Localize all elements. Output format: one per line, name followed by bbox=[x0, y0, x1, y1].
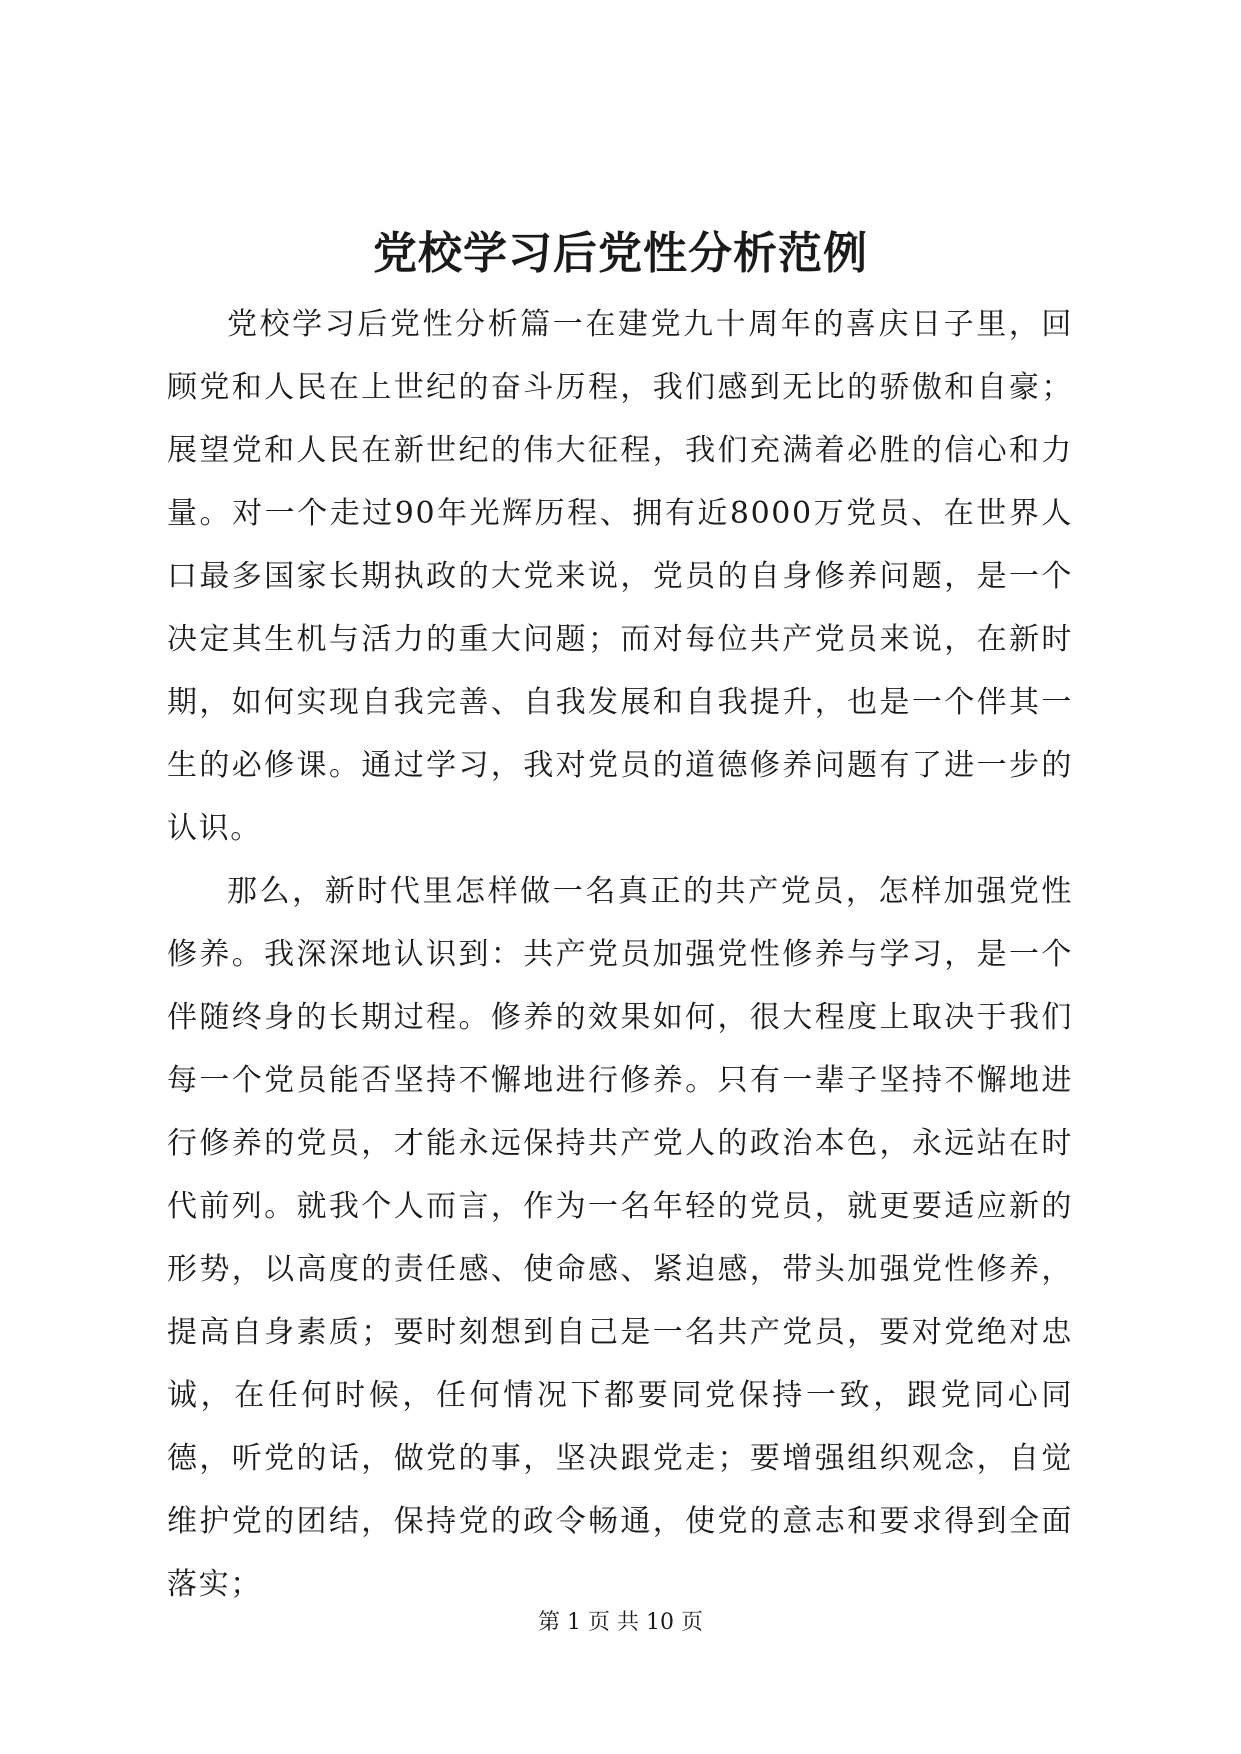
document-body bbox=[167, 293, 1073, 1616]
document-title: 党校学习后党性分析范例 bbox=[373, 228, 868, 279]
page-footer: 第 1 页 共 10 页 bbox=[538, 1610, 703, 1635]
paragraph-1: 党校学习后党性分析篇一在建党九十周年的喜庆日子里，回顾党和人民在上世纪的奋斗历程，我们感到无比的骄傲和自豪；展望党和人民在新世纪的伟大征程，我们充满着必胜的信心和力量。对一个走过90年光辉历程、拥有近8000万党员、在世界人口最多国家长期执政的大党来说，党员的自身修养问题，是一个决定其生机与活力的重大问题；而对每位共产党员来说，在新时期，如何实现自我完善、自我发展和自我提升，也是一个伴其一生的必修课。通过学习，我对党员的道德修养问题有了进一步的认识。 bbox=[167, 307, 1073, 846]
paragraph-2: 那么，新时代里怎样做一名真正的共产党员，怎样加强党性修养。我深深地认识到：共产党员加强党性修养与学习，是一个伴随终身的长期过程。修养的效果如何，很大程度上取决于我们每一个党员能否坚持不懈地进行修养。只有一辈子坚持不懈地进行修养的党员，才能永远保持共产党人的政治本色，永远站在时代前列。就我个人而言，作为一名年轻的党员，就更要适应新的形势，以高度的责任感、使命感、紧迫感，带头加强党性修养，提高自身素质；要时刻想到自己是一名共产党员，要对党绝对忠诚，在任何时候，任何情况下都要同党保持一致，跟党同心同德，听党的话，做党的事，坚决跟党走；要增强组织观念，自觉维护党的团结，保持党的政令畅通，使党的意志和要求得到全面落实； bbox=[167, 874, 1073, 1602]
